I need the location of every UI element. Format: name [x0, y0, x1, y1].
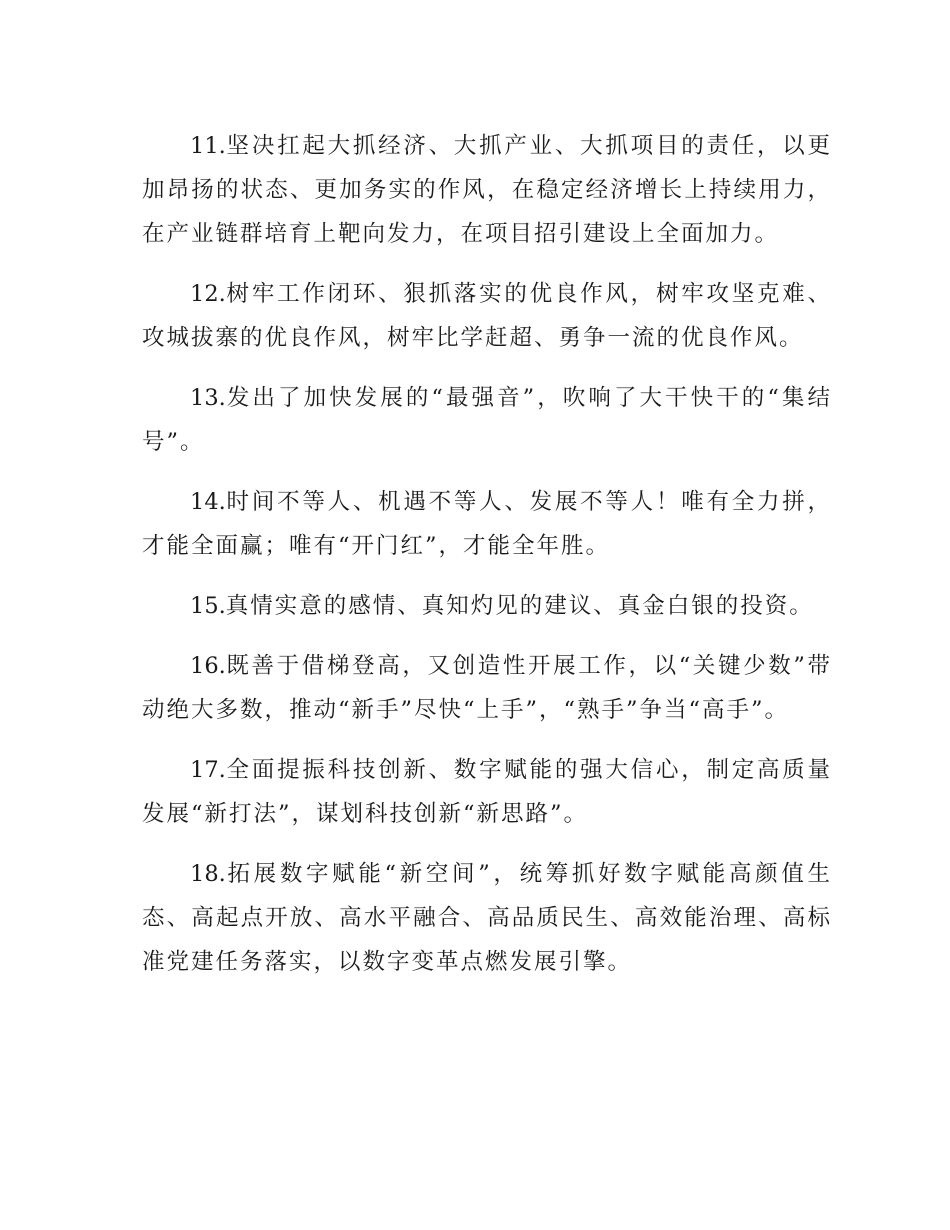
paragraph-text: 既善于借梯登高，又创造性开展工作，以“关键少数”带动绝大多数，推动“新手”尽快“上手”，“熟手”争当“高手”。 — [142, 653, 832, 723]
paragraph-18 — [142, 852, 832, 984]
paragraph-12 — [142, 272, 832, 360]
paragraph-number: 13. — [190, 385, 226, 411]
paragraph-number: 11. — [190, 133, 226, 159]
paragraph-text: 全面提振科技创新、数字赋能的强大信心，制定高质量发展“新打法”，谋划科技创新“新思路”。 — [142, 757, 832, 827]
paragraph-16 — [142, 644, 832, 732]
paragraph-13 — [142, 376, 832, 464]
paragraph-text: 时间不等人、机遇不等人、发展不等人！唯有全力拼，才能全面赢；唯有“开门红”，才能全年胜。 — [142, 489, 832, 559]
paragraph-text: 坚决扛起大抓经济、大抓产业、大抓项目的责任，以更加昂扬的状态、更加务实的作风，在稳定经济增长上持续用力，在产业链群培育上靶向发力，在项目招引建设上全面加力。 — [142, 133, 832, 247]
paragraph-number: 12. — [190, 281, 226, 307]
paragraph-text: 树牢工作闭环、狠抓落实的优良作风，树牢攻坚克难、攻城拔寨的优良作风，树牢比学赶超、勇争一流的优良作风。 — [142, 281, 832, 351]
paragraph-number: 17. — [190, 757, 226, 783]
paragraph-11 — [142, 124, 832, 256]
paragraph-number: 15. — [190, 593, 226, 619]
document-body — [142, 124, 832, 1000]
paragraph-15 — [142, 584, 832, 628]
paragraph-number: 16. — [190, 653, 226, 679]
paragraph-text: 拓展数字赋能“新空间”，统筹抓好数字赋能高颜值生态、高起点开放、高水平融合、高品质民生、高效能治理、高标准党建任务落实，以数字变革点燃发展引擎。 — [142, 861, 832, 975]
paragraph-text: 真情实意的感情、真知灼见的建议、真金白银的投资。 — [225, 593, 814, 619]
paragraph-14 — [142, 480, 832, 568]
paragraph-number: 18. — [190, 861, 226, 887]
paragraph-text: 发出了加快发展的“最强音”，吹响了大干快干的“集结号”。 — [142, 385, 832, 455]
paragraph-number: 14. — [190, 489, 226, 515]
paragraph-17 — [142, 748, 832, 836]
